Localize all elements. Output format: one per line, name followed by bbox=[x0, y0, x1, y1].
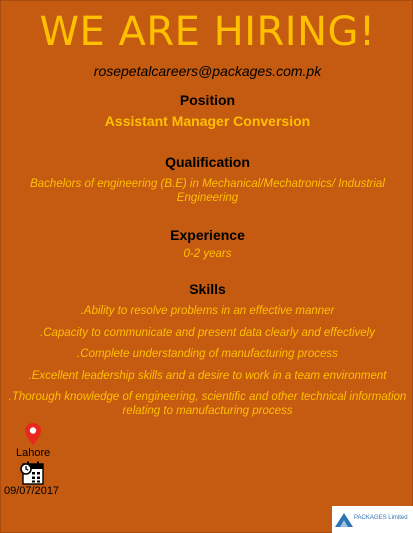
date-label: 09/07/2017 bbox=[4, 485, 60, 497]
company-logo-text: PACKAGES Limited bbox=[354, 515, 408, 521]
contact-email: rosepetalcareers@packages.com.pk bbox=[93, 63, 322, 79]
headline: WE ARE HIRING! bbox=[39, 9, 376, 55]
qualification-value: Bachelors of engineering (B.E) in Mechanical/Mechatronics/ Industrial Engineering bbox=[30, 178, 385, 204]
location-label: Lahore bbox=[16, 447, 51, 459]
position-title: Position bbox=[179, 92, 236, 108]
company-logo bbox=[332, 506, 413, 533]
skill-item: .Complete understanding of manufacturing process bbox=[77, 348, 338, 360]
experience-title: Experience bbox=[170, 227, 245, 243]
skills-list bbox=[5, 304, 410, 426]
experience-value: 0-2 years bbox=[183, 248, 232, 260]
calendar-clock-icon bbox=[20, 461, 44, 485]
location-pin-icon bbox=[25, 423, 41, 445]
skill-item: .Capacity to communicate and present data clearly and effectively bbox=[40, 326, 375, 339]
qualification-title: Qualification bbox=[165, 154, 250, 170]
skills-title: Skills bbox=[189, 281, 226, 297]
skill-item: .Thorough knowledge of engineering, scientific and other technical information relating to manufacturing process bbox=[8, 391, 407, 417]
skill-item: .Ability to resolve problems in an effective manner bbox=[80, 305, 335, 317]
position-value: Assistant Manager Conversion bbox=[104, 113, 311, 129]
packages-logo-icon bbox=[335, 513, 353, 527]
skill-item: .Excellent leadership skills and a desire to work in a team environment bbox=[28, 369, 387, 382]
